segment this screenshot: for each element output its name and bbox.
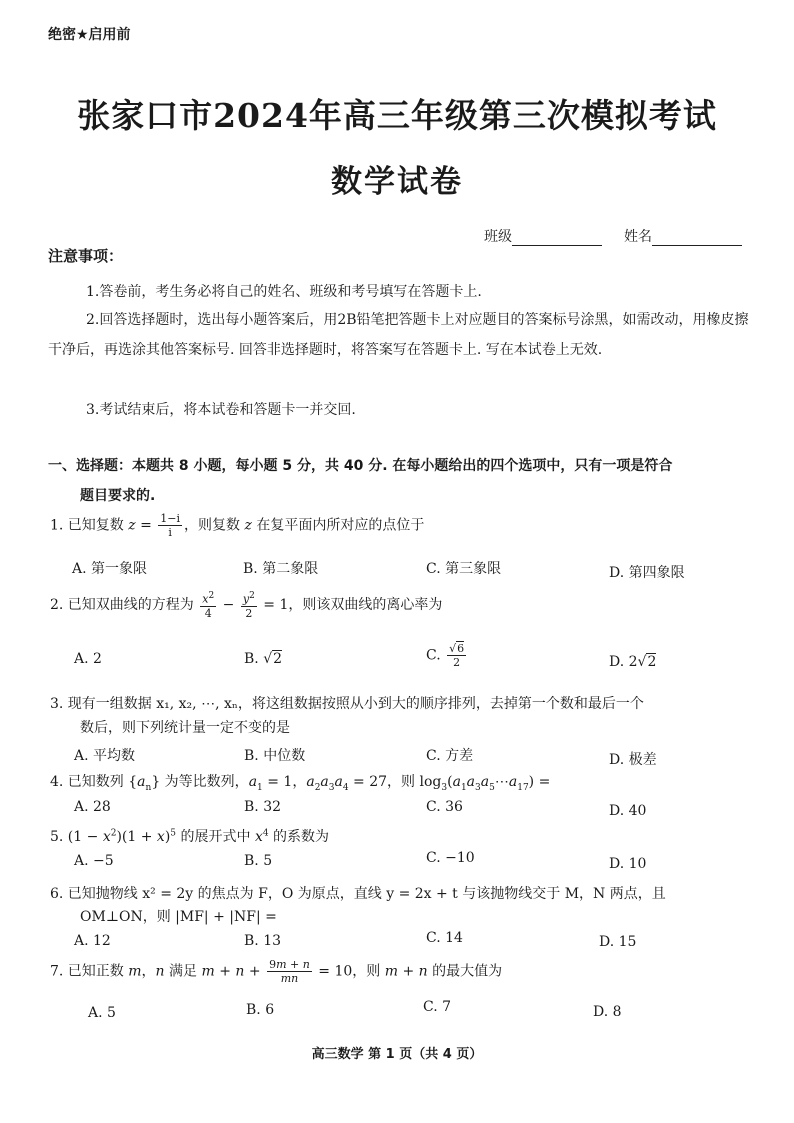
question-6-line-1: 6. 已知抛物线 x² = 2y 的焦点为 F，O 为原点，直线 y = 2x + t 与该抛物线交于 M，N 两点，且 (50, 886, 666, 902)
section-line-2: 题目要求的. (80, 488, 156, 504)
student-info-fields (484, 226, 742, 246)
q2-option-d-letter: D. 2 (609, 654, 638, 670)
question-3-line-1: 3. 现有一组数据 x₁, x₂, ⋯, xₙ，将这组数据按照从小到大的顺序排列，去掉第一个数和最后一个 (50, 696, 644, 712)
notice-item-1: 1.答卷前，考生务必将自己的姓名、班级和考号填写在答题卡上. (86, 284, 482, 300)
q4-option-d: D. 40 (609, 803, 647, 819)
page-footer: 高三数学 第 1 页（共 4 页） (311, 1047, 483, 1062)
q4-option-a: A. 28 (74, 799, 111, 815)
q1-option-d: D. 第四象限 (609, 565, 685, 581)
q3-option-a: A. 平均数 (74, 748, 136, 764)
name-blank (652, 230, 742, 246)
q5-option-d: D. 10 (609, 856, 647, 872)
question-7: 7. 已知正数 m，n 满足 m + n + $\frac{9m + n}{mn}$ = 10，则 m + n 的最大值为 (50, 958, 503, 985)
q6-option-a: A. 12 (74, 933, 111, 949)
notice-item-2: 2.回答选择题时，选出每小题答案后，用2B铅笔把答题卡上对应题目的答案标号涂黑，如需改动，用橡皮擦干净后，再选涂其他答案标号. 回答非选择题时，将答案写在答题卡上. 写在本试卷上无效. (48, 312, 749, 358)
exam-title: 张家口市2024年高三年级第三次模拟考试 (77, 96, 717, 135)
q5-option-a: A. −5 (74, 853, 114, 869)
q6-option-b: B. 13 (244, 933, 282, 949)
q4-option-c: C. 36 (426, 799, 463, 815)
notice-item-3: 3.考试结束后，将本试卷和答题卡一并交回. (86, 402, 356, 418)
q1-option-a: A. 第一象限 (72, 561, 148, 577)
q2-option-b: B. √2 (244, 651, 283, 667)
section-heading (48, 451, 760, 511)
question-2: 2. 已知双曲线的方程为 $\frac{x^2}{4}$ − $\frac{y^2}{2}$ = 1，则该双曲线的离心率为 (50, 591, 443, 620)
q7-option-b: B. 6 (246, 1002, 275, 1018)
q3-option-d: D. 极差 (609, 752, 657, 768)
notice-heading: 注意事项： (48, 247, 124, 265)
q6-option-d: D. 15 (599, 934, 637, 950)
class-label: 班级 (484, 229, 512, 245)
q7-option-a: A. 5 (88, 1005, 116, 1021)
class-blank (512, 230, 602, 246)
q2-option-d: D. 2√2 (609, 654, 657, 670)
name-label: 姓名 (624, 229, 652, 245)
q7-option-d: D. 8 (593, 1004, 622, 1020)
q1-option-b: B. 第二象限 (243, 561, 319, 577)
question-1: 1. 已知复数 z = $\frac{1-i}{i}$ ，则复数 z 在复平面内所对应的点位于 (50, 512, 425, 539)
q3-option-b: B. 中位数 (244, 748, 306, 764)
secret-mark: 绝密★启用前 (48, 27, 131, 43)
question-3-line-2: 数后，则下列统计量一定不变的是 (80, 720, 290, 736)
question-6-line-2: OM⊥ON，则 |MF| + |NF| = (80, 909, 277, 925)
q2-option-b-letter: B. (244, 651, 259, 667)
exam-subtitle: 数学试卷 (331, 164, 463, 200)
question-4: 4. 已知数列 $\{a_n\}$ 为等比数列，$a_1 = 1$，$a_2a_3a_4 = 27$，则 $\log_3(a_1a_3a_5\cdots a_{17})$ = (50, 774, 551, 793)
q6-option-c: C. 14 (426, 930, 463, 946)
section-line-1: 一、选择题：本题共 8 小题，每小题 5 分，共 40 分. 在每小题给出的四个选项中，只有一项是符合 (48, 458, 673, 474)
q4-option-b: B. 32 (244, 799, 282, 815)
q2-option-c-letter: C. (426, 647, 441, 664)
question-5: 5. $(1 - x^2)(1 + x)^5$ 的展开式中 $x^4$ 的系数为 (50, 828, 330, 845)
q5-option-c: C. −10 (426, 850, 475, 866)
q2-option-c: C. $\frac{√6}{2}$ (426, 642, 465, 669)
q7-option-c: C. 7 (423, 999, 452, 1015)
q1-option-c: C. 第三象限 (426, 561, 502, 577)
q5-option-b: B. 5 (244, 853, 273, 869)
q2-option-a: A. 2 (74, 651, 102, 667)
q3-option-c: C. 方差 (426, 748, 474, 764)
